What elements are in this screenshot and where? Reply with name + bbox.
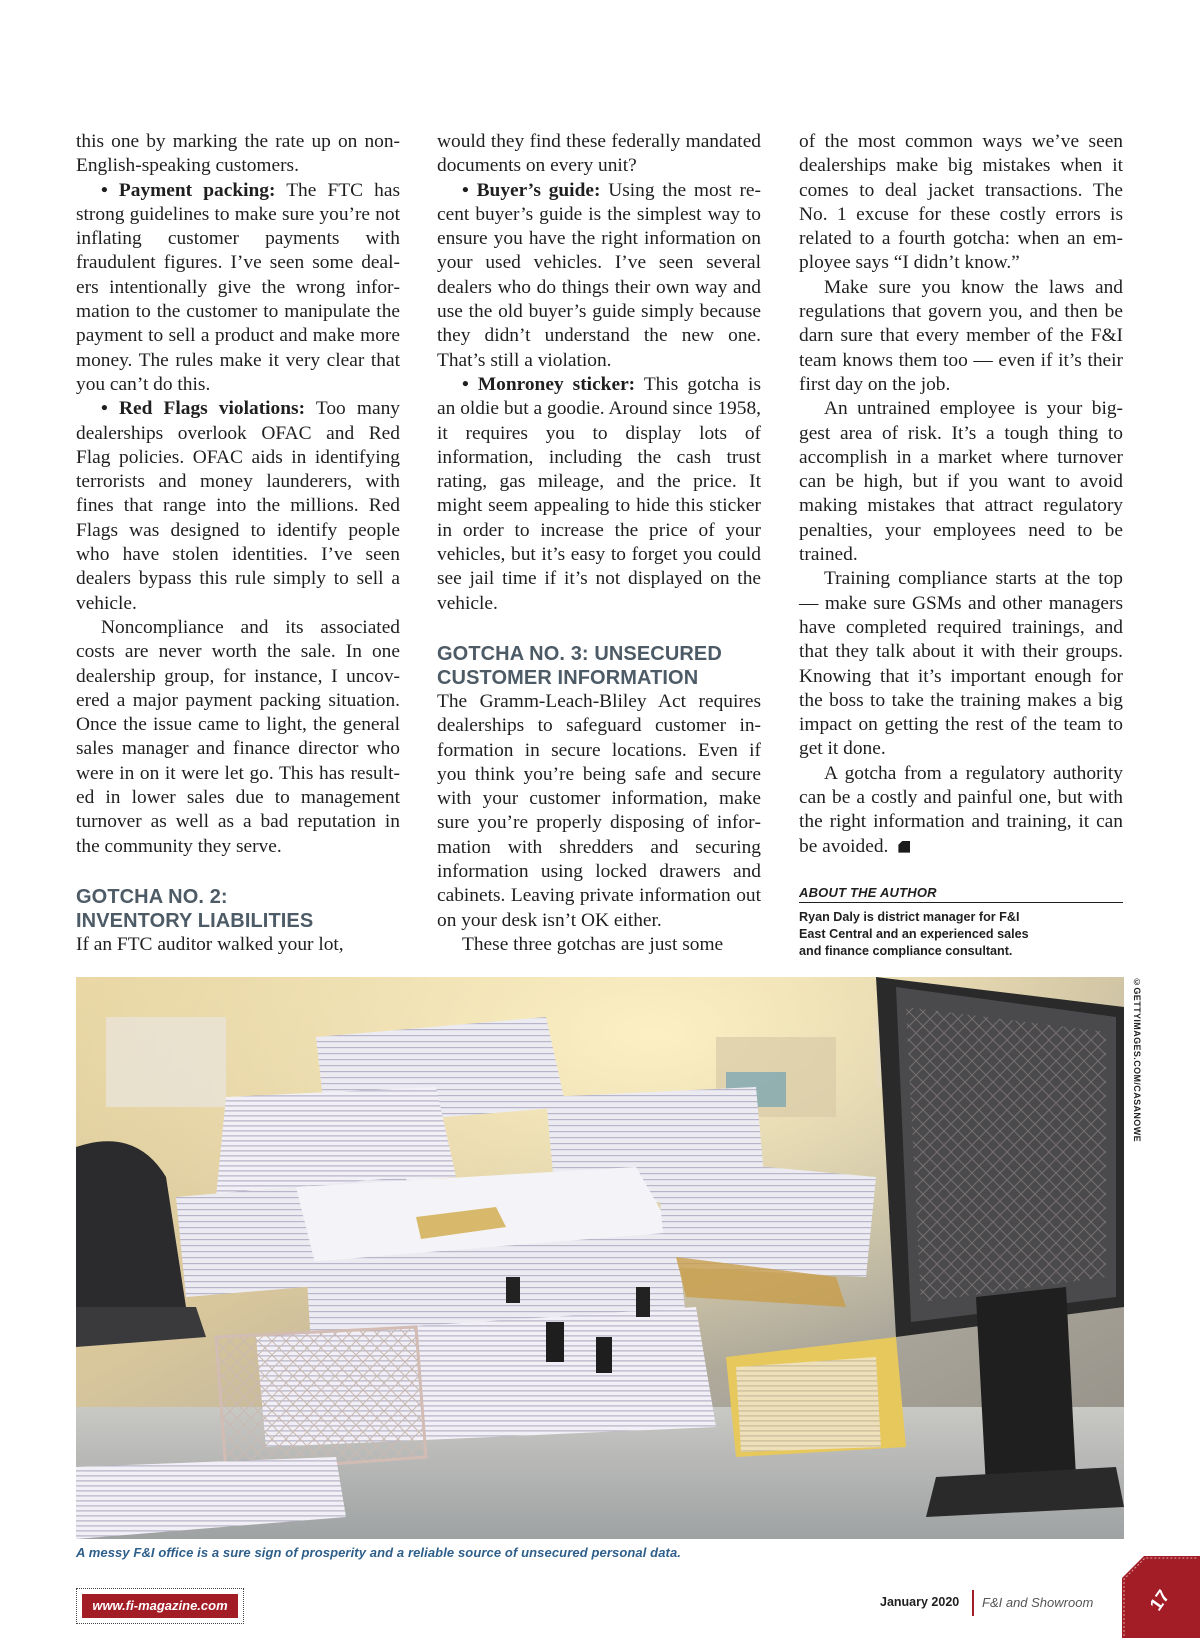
paragraph: An untrained employee is your biggest area of risk. It’s a tough thing to accomplish in a market where turnover can be high, but if you want to avoid making mistakes that attract regulatory penalties, your employees need to be trained. <box>799 398 1123 566</box>
bullet-text: This gotcha is an oldie but a goodie. Around since 1958, it requires you to display lots of information, including the cash trust rating, gas mileage, and the price. It might seem appealing to hide this sticker in order to increase the price of your vehicles, but it’s easy to forget you could see jail time if it’s not displayed on the vehicle. <box>437 373 761 614</box>
paragraph: These three gotchas are just some <box>462 933 724 955</box>
website-url[interactable]: www.fi-magazine.com <box>82 1594 238 1618</box>
page-number: 17 <box>1145 1586 1174 1615</box>
bullet-payment-packing <box>76 179 400 398</box>
magazine-name: F&I and Showroom <box>982 1595 1094 1610</box>
bullet-buyers-guide <box>437 179 761 373</box>
paragraph: Training compliance starts at the top — make sure GSMs and other managers have completed required trainings, and that they talk about it with their groups. Knowing that it’s important enough for the boss to take the training makes a big impact on getting the rest of the team to get it done. <box>799 568 1123 760</box>
paragraph: If an FTC auditor walked your lot, <box>76 933 344 955</box>
bullet-lead: • Buyer’s guide: <box>462 179 601 201</box>
end-mark-icon <box>898 841 910 853</box>
paragraph: of the most common ways we’ve seen dealerships make big mistakes when it comes to deal jacket transactions. The No. 1 excuse for these costly errors is related to a fourth gotcha: when an employee says “I didn’t know.” <box>799 131 1123 274</box>
photo-caption: A messy F&I office is a sure sign of prosperity and a reliable source of unsecured personal data. <box>76 1545 681 1560</box>
issue-date: January 2020 <box>880 1595 960 1609</box>
paragraph: Make sure you know the laws and regulations that govern you, and then be darn sure that every member of the F&I team knows them too — even if it’s their first day on the job. <box>799 276 1123 395</box>
bullet-red-flags <box>76 397 400 616</box>
paragraph-text: A gotcha from a regulatory authority can be a costly and painful one, but with the right information and training, it can be avoided. <box>799 762 1123 857</box>
bullet-lead: • Red Flags violations: <box>101 398 306 420</box>
bullet-text: Using the most recent buyer’s guide is the simplest way to ensure you have the right information on your used vehicles. I’ve seen several dealers who do things their own way and use the old buyer’s guide simply because they didn’t understand the new one. That’s still a violation. <box>437 179 761 371</box>
section-heading-gotcha-3: GOTCHA NO. 3: UNSECURED CUSTOMER INFORMATION <box>437 642 722 689</box>
bullet-monroney-sticker <box>437 373 761 616</box>
office-paperwork-photo <box>76 977 1124 1539</box>
author-bio: Ryan Daly is district manager for F&I East Central and an experienced sales and finance compliance consultant. <box>799 909 1029 958</box>
about-author-title: ABOUT THE AUTHOR <box>799 885 1123 903</box>
paragraph: this one by marking the rate up on non-English-speaking customers. <box>76 131 400 177</box>
photo-credit: ©GETTYIMAGES.COM/CASANOWE <box>1132 977 1142 1143</box>
footer-divider <box>972 1590 974 1616</box>
paragraph: The Gramm-Leach-Bliley Act requires dealerships to safeguard customer information in secure locations. Even if you think you’re being safe and secure with your customer information, make sure you’re properly disposing of information with shredders and securing information using locked drawers and cabinets. Leaving private information out on your desk isn’t OK either. <box>437 690 761 931</box>
heading-line: INVENTORY LIABILITIES <box>76 909 314 932</box>
paragraph: Noncompliance and its associated costs are never worth the sale. In one dealership group, for instance, I uncovered a major payment packing situation. Once the issue came to light, the general sales manager and finance director who were in on it were let go. This has resulted in lower sales due to management turnover as well as a bad reputation in the community they serve. <box>76 616 400 857</box>
article-column-1 <box>76 130 400 957</box>
section-heading-gotcha-2 <box>76 885 400 933</box>
heading-line: GOTCHA NO. 2: <box>76 885 228 908</box>
closing-paragraph <box>799 762 1123 859</box>
article-column-2 <box>437 130 761 957</box>
bullet-lead: • Payment packing: <box>101 179 276 201</box>
paragraph: would they find these federally mandated documents on every unit? <box>437 131 761 177</box>
bullet-text: Too many dealerships overlook OFAC and Red Flag policies. OFAC aids in identifying terrorists and money launderers, with fines that range into the millions. Red Flags was designed to identify people who have stolen identities. I’ve seen dealers bypass this rule simply to sell a vehicle. <box>76 398 400 614</box>
bullet-lead: • Monroney sticker: <box>462 373 636 395</box>
website-link[interactable] <box>76 1588 244 1624</box>
article-column-3 <box>799 130 1123 960</box>
bullet-text: The FTC has strong guidelines to make sure you’re not inflating customer payments with fraudulent figures. I’ve seen some dealers intentionally give the wrong information to the customer to manipulate the payment to sell a product and make more money. The rules make it very clear that you can’t do this. <box>76 179 400 395</box>
